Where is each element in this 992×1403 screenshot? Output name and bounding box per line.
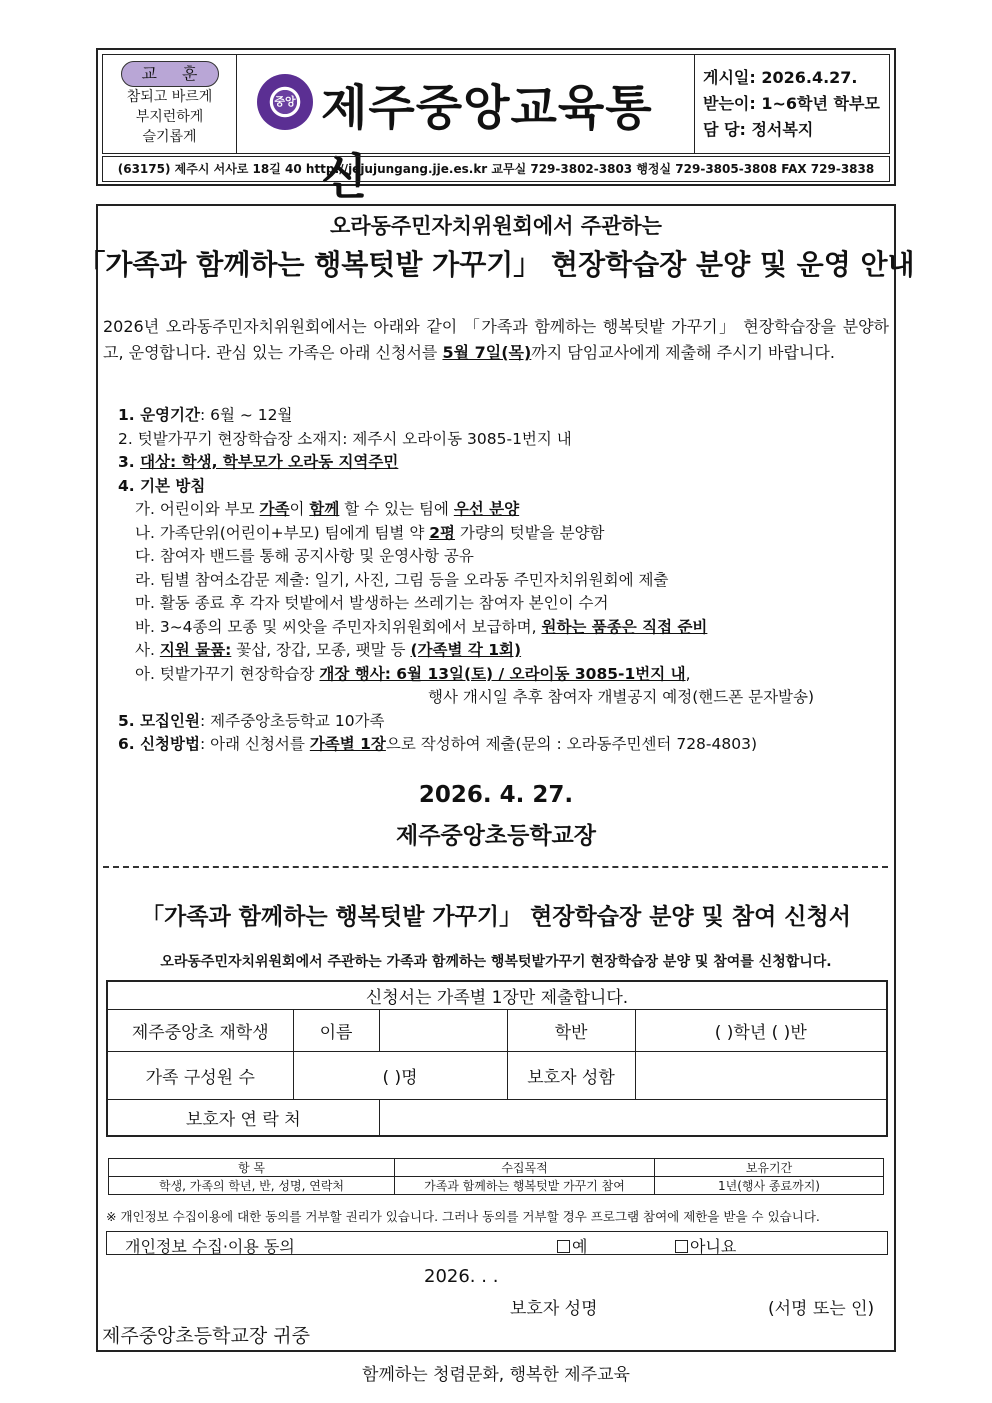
item-1-label: 1. 운영기간: [118, 406, 200, 424]
school-motto: [103, 55, 237, 153]
sa-text-4: (가족별 각 1회): [410, 641, 522, 659]
item-4-sa: [118, 639, 888, 663]
notice-date: 2026. 4. 27.: [418, 782, 574, 808]
item-5: [118, 710, 888, 734]
item-2: 2. 텃밭가꾸기 현장학습장 소재지: 제주시 오라이동 3085-1번지 내: [118, 429, 572, 448]
item-6-text-2: 가족별 1장: [309, 735, 386, 753]
family-count-field[interactable]: ( )명: [293, 1052, 507, 1100]
sa-text-2: 지원 물품:: [159, 641, 232, 659]
consent-no-label: 아니요: [690, 1237, 737, 1256]
privacy-header-item: 항 목: [109, 1159, 395, 1177]
item-3-num: 3.: [118, 453, 141, 471]
ga-text-6: 우선 분양: [453, 500, 520, 518]
motto-line-3: 슬기롭게: [142, 129, 197, 145]
item-3: [118, 451, 888, 475]
privacy-cell-period: 1년(행사 종료까지): [655, 1177, 884, 1195]
manager: 담 당: 정서복지: [703, 120, 814, 139]
privacy-header-purpose: 수집목적: [395, 1159, 655, 1177]
footer-slogan: 함께하는 청렴문화, 행복한 제주교육: [362, 1365, 630, 1385]
consent-no-option[interactable]: [675, 1234, 736, 1257]
post-date: 게시일: 2026.4.27.: [703, 68, 858, 87]
na-text-1: 나. 가족단위(어린이+부모) 팀에게 팀별 약: [135, 523, 430, 542]
table-header: 신청서는 가족별 1장만 제출합니다.: [107, 981, 887, 1010]
privacy-cell-purpose: 가족과 함께하는 행복텃밭 가꾸기 참여: [395, 1177, 655, 1195]
notice-items: [118, 404, 888, 757]
notice-intro: [103, 314, 889, 366]
school-address: (63175) 제주시 서사로 18길 40 http://jejujungang.jje.es.kr 교무실 729-3802-3803 행정실 729-3805-3808 FAX 729-3838: [102, 156, 890, 182]
privacy-header-period: 보유기간: [655, 1159, 884, 1177]
item-1: [118, 404, 888, 428]
sa-text-1: 사.: [135, 641, 160, 659]
item-4-ga: [118, 498, 888, 522]
notice-subtitle: 오라동주민자치위원회에서 주관하는: [330, 214, 662, 238]
item-4-da: 다. 참여자 밴드를 통해 공지사항 및 운영사항 공유: [135, 547, 474, 565]
intro-text-2: 까지 담임교사에게 제출해 주시기 바랍니다.: [531, 343, 835, 362]
motto-badge: 교 훈: [121, 61, 219, 87]
sign-note: (서명 또는 인): [768, 1299, 875, 1319]
form-declaration: 오라동주민자치위원회에서 주관하는 가족과 함께하는 행복텃밭가꾸기 현장학습장 분양 및 참여를 신청합니다.: [160, 954, 832, 970]
na-text-2: 2평: [429, 523, 455, 542]
newsletter-title: 제주중앙교육통신: [321, 80, 653, 205]
consent-label: 개인정보 수집·이용 동의: [125, 1237, 295, 1256]
class-field[interactable]: ( )학년 ( )반: [635, 1010, 887, 1052]
item-1-value: : 6월 ~ 12월: [199, 406, 293, 424]
item-4-a-continued: 행사 개시일 추후 참여자 개별공지 예정(핸드폰 문자발송): [428, 688, 815, 706]
class-label: 학반: [507, 1010, 635, 1052]
item-4-ba: [118, 616, 888, 640]
ga-text-1: 가. 어린이와 부모: [135, 500, 260, 518]
recipient: 받는이: 1~6학년 학부모: [703, 94, 880, 113]
item-6-text-3: 으로 작성하여 제출(문의 : 오라동주민센터 728-4803): [385, 735, 758, 753]
item-5-label: 5. 모집인원: [118, 711, 200, 730]
item-6-label: 6. 신청방법: [118, 735, 200, 753]
guardian-sign: 보호자 성명: [510, 1299, 598, 1319]
ga-text-4: 함께: [309, 500, 340, 518]
ga-text-3: 이: [289, 500, 310, 518]
guardian-name-label: 보호자 성함: [507, 1052, 635, 1100]
guardian-name-field[interactable]: [635, 1052, 887, 1100]
name-field[interactable]: [379, 1010, 507, 1052]
newsletter-header: [96, 48, 896, 205]
name-label: 이름: [293, 1010, 379, 1052]
notice-signer: 제주중앙초등학교장: [396, 823, 596, 849]
intro-deadline: 5월 7일(목): [442, 343, 532, 362]
ba-text-2: 원하는 품종은 직접 준비: [541, 617, 708, 636]
consent-yes-option[interactable]: [557, 1234, 587, 1257]
privacy-cell-item: 학생, 가족의 학년, 반, 성명, 연락처: [109, 1177, 395, 1195]
cut-line: [103, 866, 888, 868]
a-text-2: 개장 행사: 6월 13일(토) / 오라이동 3085-1번지 내: [319, 664, 686, 683]
a-text-3: ,: [685, 664, 691, 683]
intro-text-1: 2026년 오라동주민자치위원회에서는 아래와 같이 「가족과 함께하는 행복텃밭 가꾸기」 현장학습장을 분양하고, 운영합니다. 관심 있는 가족은 아래 신청서를: [103, 317, 889, 362]
application-table: [106, 980, 888, 1137]
item-4-ra: 라. 팀별 참여소감문 제출: 일기, 사진, 그림 등을 오라동 주민자치위원회에 제출: [135, 570, 669, 589]
item-4: 4. 기본 방침: [118, 476, 206, 495]
item-3-text: 대상: 학생, 학부모가 오라동 지역주민: [140, 453, 399, 471]
student-label: 제주중앙초 재학생: [107, 1010, 293, 1052]
school-logo-icon: [257, 74, 313, 130]
ba-text-1: 바. 3~4종의 모종 및 씨앗을 주민자치위원회에서 보급하며,: [135, 617, 542, 636]
consent-row: [106, 1231, 888, 1255]
sa-text-3: 꽃삽, 장갑, 모종, 팻말 등: [231, 641, 411, 659]
item-6: [118, 733, 888, 757]
motto-line-1: 참되고 바르게: [126, 89, 213, 105]
consent-yes-checkbox[interactable]: [557, 1240, 570, 1253]
family-count-label: 가족 구성원 수: [107, 1052, 293, 1100]
form-title: 「가족과 함께하는 행복텃밭 가꾸기」 현장학습장 분양 및 참여 신청서: [141, 904, 851, 930]
motto-line-2: 부지런하게: [135, 109, 204, 125]
post-meta: [703, 65, 880, 143]
privacy-table: [108, 1158, 884, 1195]
item-5-value: : 제주중앙초등학교 10가족: [199, 711, 385, 730]
form-addressee: 제주중앙초등학교장 귀중: [102, 1325, 310, 1347]
item-4-na: [118, 522, 888, 546]
item-6-text-1: : 아래 신청서를: [199, 735, 310, 753]
form-date: 2026. . .: [424, 1266, 499, 1287]
ga-text-2: 가족: [259, 500, 290, 518]
consent-yes-label: 예: [572, 1237, 588, 1256]
ga-text-5: 할 수 있는 팀에: [339, 500, 454, 518]
na-text-3: 가량의 텃밭을 분양함: [454, 523, 605, 542]
contact-field[interactable]: [379, 1100, 887, 1136]
item-4-a: [118, 663, 888, 687]
contact-label: 보호자 연 락 처: [107, 1100, 379, 1136]
consent-no-checkbox[interactable]: [675, 1240, 688, 1253]
logo-text: 중앙: [274, 95, 296, 108]
a-text-1: 아. 텃밭가꾸기 현장학습장: [135, 664, 320, 683]
notice-title: 「가족과 함께하는 행복텃밭 가꾸기」 현장학습장 분양 및 운영 안내: [77, 248, 915, 281]
item-4-ma: 마. 활동 종료 후 각자 텃밭에서 발생하는 쓰레기는 참여자 본인이 수거: [135, 594, 609, 612]
privacy-notice: ※ 개인정보 수집이용에 대한 동의를 거부할 권리가 있습니다. 그러나 동의를 거부할 경우 프로그램 참여에 제한을 받을 수 있습니다.: [106, 1209, 820, 1224]
